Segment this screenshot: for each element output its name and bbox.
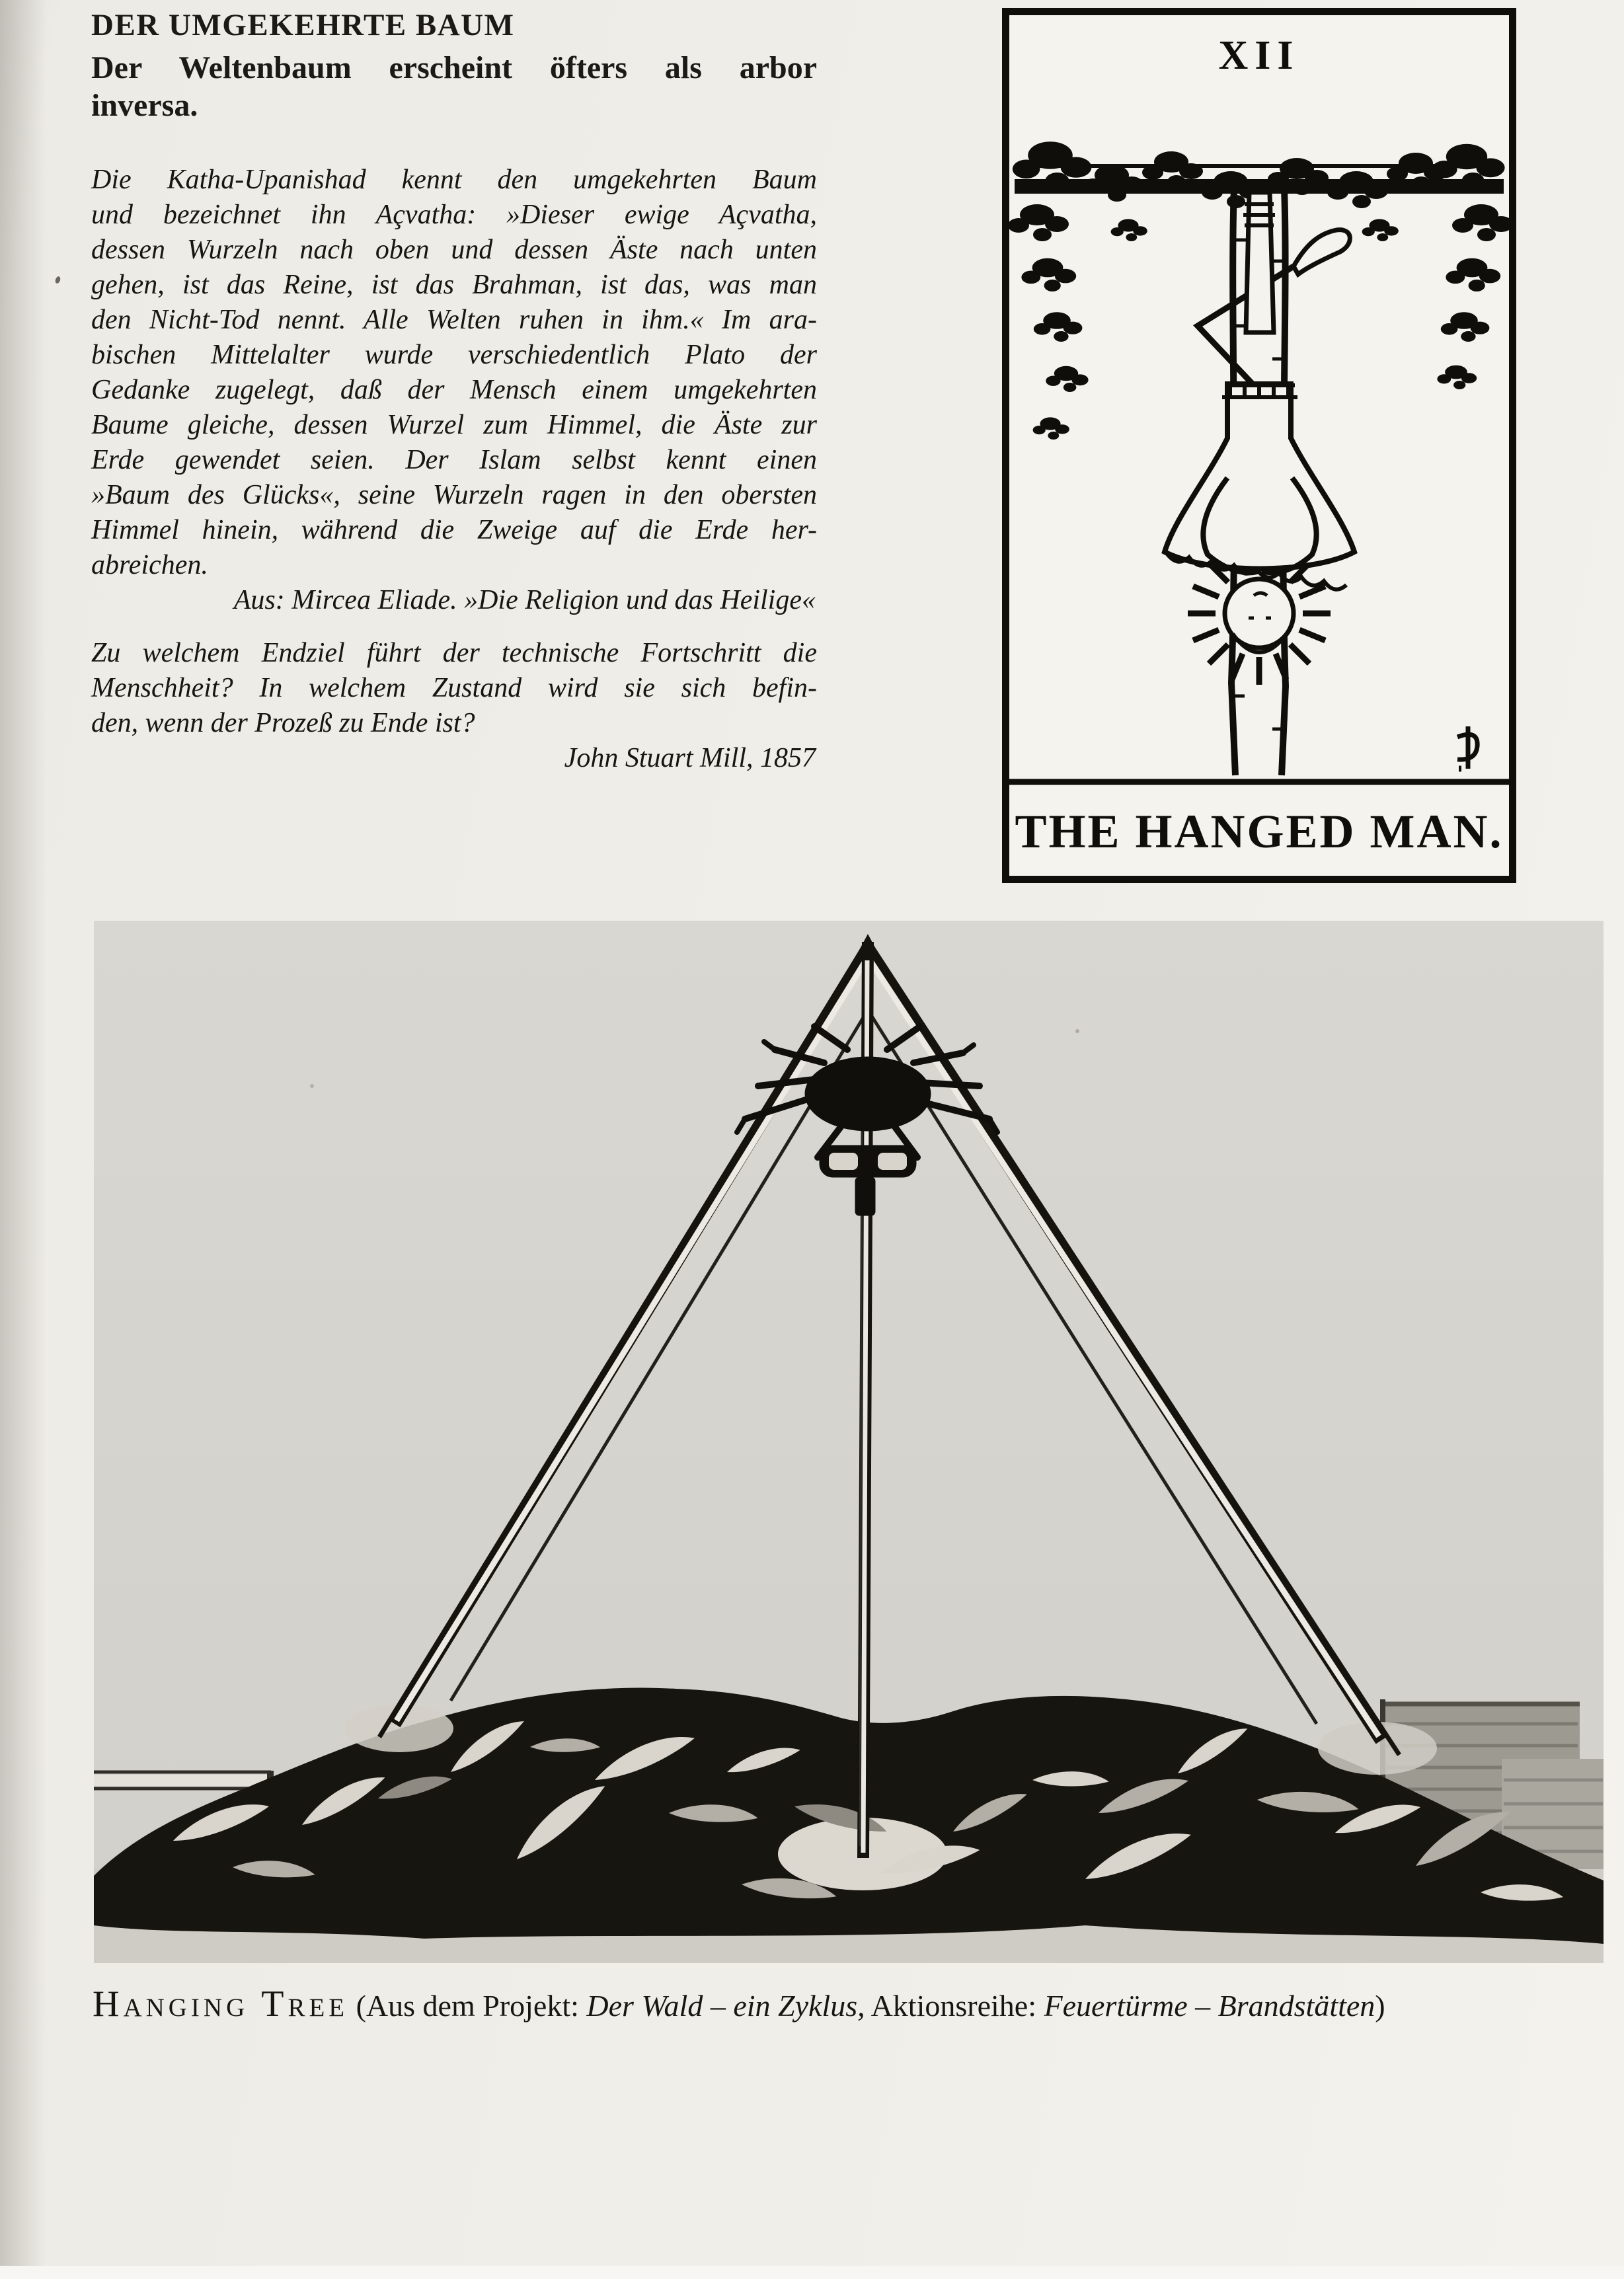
text-line: »Baum des Glücks«, seine Wurzeln ragen in den obersten: [91, 480, 817, 510]
text-line: Gedanke zugelegt, daß der Mensch einem umgekehrten: [91, 375, 817, 405]
text-line: abreichen.: [91, 550, 208, 580]
quote-eliade-body: [91, 163, 817, 583]
scan-speck: [54, 276, 61, 284]
caption-middle: Aktionsreihe:: [865, 1989, 1044, 2023]
text-line: Menschheit? In welchem Zustand wird sie sich befin-: [91, 673, 817, 703]
artist-monogram: [1457, 726, 1477, 769]
text-line: Die Katha-Upanishad kennt den umgekehrten Baum: [91, 165, 817, 195]
text-line: inversa.: [91, 88, 198, 123]
article-title: DER UMGEKEHRTE BAUM: [91, 8, 515, 42]
text-line: den Nicht-Tod nennt. Alle Welten ruhen in ihm.« Im ara-: [91, 305, 817, 335]
text-line: bischen Mittelalter wurde verschiedentlich Plato der: [91, 340, 817, 370]
text-line: Himmel hinein, während die Zweige auf die Erde her-: [91, 515, 817, 545]
tarot-title: THE HANGED MAN.: [1015, 805, 1504, 858]
article-subtitle: [91, 49, 817, 124]
text-line: dessen Wurzeln nach oben und dessen Äste nach unten: [91, 235, 817, 265]
quote-mill: [91, 636, 817, 776]
quote-eliade: [91, 163, 817, 618]
tarot-card: [1002, 8, 1516, 883]
caption-series-title: Feuertürme – Brandstätten: [1044, 1989, 1375, 2023]
tarot-illustration: [1009, 15, 1509, 876]
bent-leg-foot: [1294, 230, 1350, 274]
artwork-photo: [94, 921, 1604, 1963]
text-line: Zu welchem Endziel führt der technische Fortschritt die: [91, 638, 817, 668]
left-column: [91, 7, 817, 124]
tunic: [1165, 384, 1354, 569]
quote-mill-body: [91, 636, 817, 741]
text-line: Der Weltenbaum erscheint öfters als arbor: [91, 50, 817, 85]
quote-mill-attribution: John Stuart Mill, 1857: [564, 743, 816, 773]
tarot-numeral: XII: [1218, 33, 1300, 78]
caption-title: Hanging Tree: [93, 1984, 349, 2025]
hanging-tree-photo: [94, 921, 1604, 1963]
page-bottom-edge: [0, 2266, 1624, 2279]
quote-eliade-attribution: Aus: Mircea Eliade. »Die Religion und das Heilige«: [233, 585, 816, 615]
dust-speck: [1075, 1029, 1079, 1033]
hanged-man-figure: [1165, 192, 1354, 685]
text-line: den, wenn der Prozeß zu Ende ist?: [91, 708, 475, 738]
text-line: und bezeichnet ihn Açvatha: »Dieser ewige Açvatha,: [91, 200, 817, 230]
text-line: gehen, ist das Reine, ist das Brahman, ist das, was man: [91, 270, 817, 300]
caption-work-title: Der Wald – ein Zyklus,: [586, 1989, 865, 2023]
text-line: Erde gewendet seien. Der Islam selbst kennt einen: [91, 445, 817, 475]
photo-caption: [93, 1983, 1613, 2025]
text-line: Baume gleiche, dessen Wurzel zum Himmel, die Äste zur: [91, 410, 817, 440]
dust-speck: [310, 1084, 314, 1088]
caption-open: (Aus dem Projekt:: [348, 1989, 587, 2023]
caption-close: ): [1375, 1989, 1385, 2023]
